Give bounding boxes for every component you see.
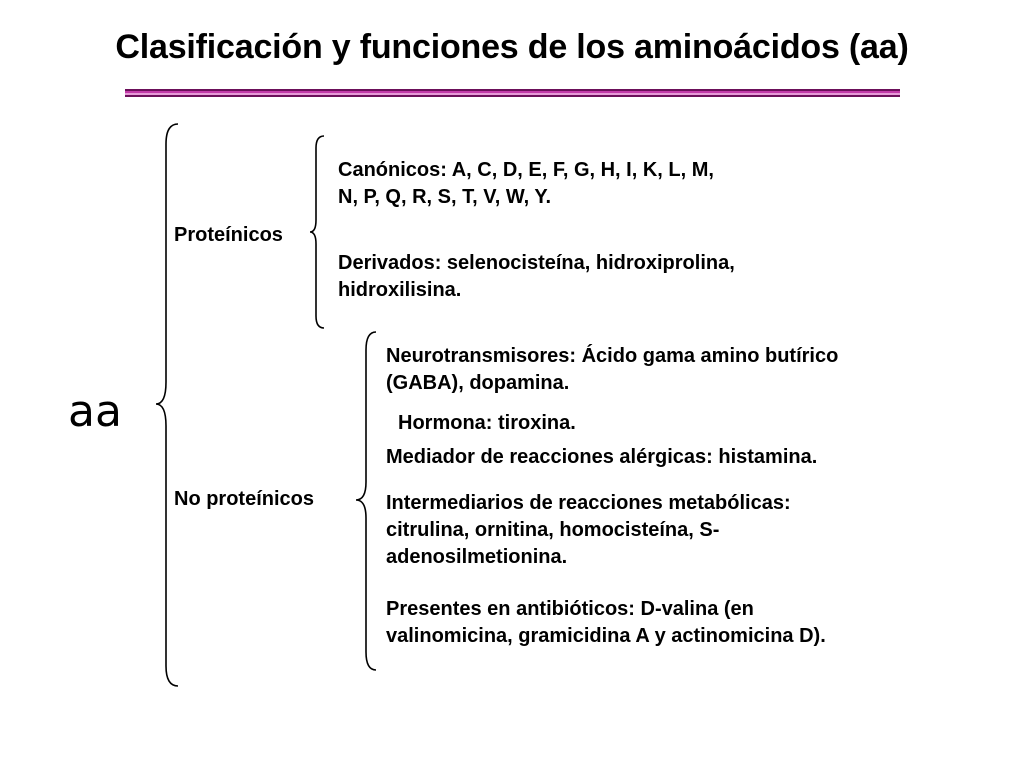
item-antibioticos: [386, 596, 826, 650]
main-brace: [150, 120, 190, 690]
title-underline: [125, 89, 900, 97]
item-line: Hormona: tiroxina.: [398, 412, 576, 434]
item-neurotransmisores: [386, 343, 838, 397]
item-line: N, P, Q, R, S, T, V, W, Y.: [338, 186, 552, 208]
item-line: hidroxilisina.: [338, 279, 462, 301]
item-derivados: [338, 250, 735, 304]
item-line: Mediador de reacciones alérgicas: histamina.: [386, 446, 818, 468]
item-line: adenosilmetionina.: [386, 546, 568, 568]
item-line: Canónicos: A, C, D, E, F, G, H, I, K, L, M,: [338, 159, 714, 181]
item-line: Presentes en antibióticos: D-valina (en: [386, 598, 754, 620]
item-line: Neurotransmisores: Ácido gama amino butírico: [386, 345, 839, 367]
group-label-proteinicos: Proteínicos: [174, 224, 283, 246]
group-label-no-proteinicos: No proteínicos: [174, 488, 315, 510]
proteinicos-brace: [306, 134, 330, 330]
item-line: Intermediarios de reacciones metabólicas:: [386, 492, 791, 514]
item-hormona: [398, 410, 576, 437]
item-line: citrulina, ornitina, homocisteína, S-: [386, 519, 720, 541]
item-line: valinomicina, gramicidina A y actinomicina D).: [386, 625, 826, 647]
item-mediador: [386, 444, 817, 471]
slide-title: Clasificación y funciones de los aminoácidos (aa): [115, 28, 909, 66]
item-intermediarios: [386, 490, 791, 571]
item-canonicos: [338, 157, 714, 211]
item-line: (GABA), dopamina.: [386, 372, 570, 394]
no-proteinicos-brace: [350, 330, 380, 672]
item-line: Derivados: selenocisteína, hidroxiprolina,: [338, 252, 735, 274]
root-label: aa: [68, 386, 122, 437]
